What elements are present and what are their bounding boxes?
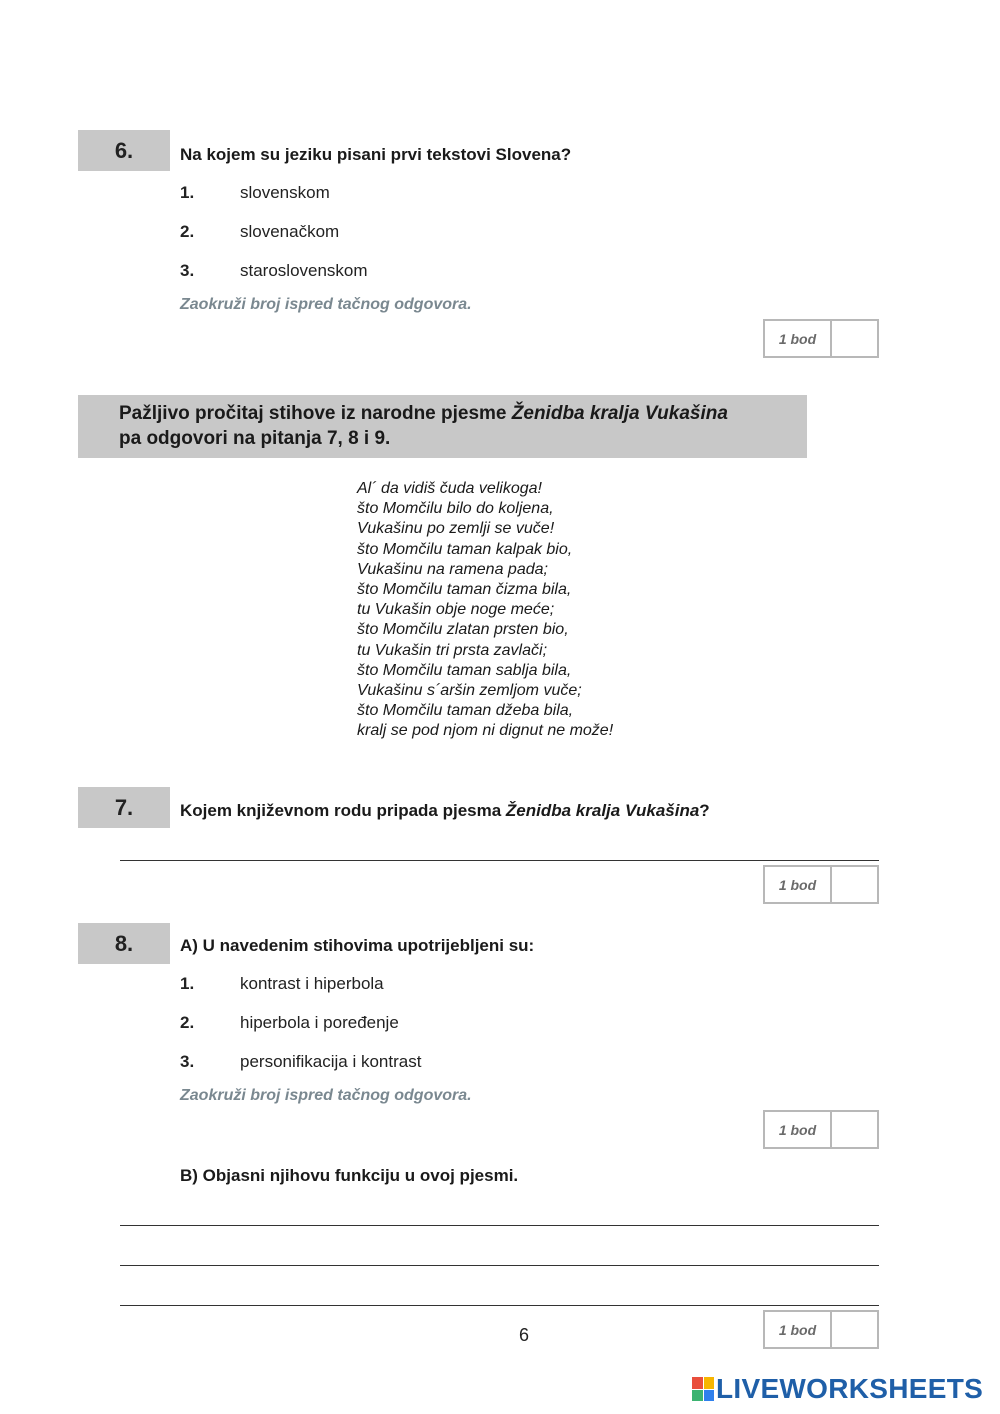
option-number: 3.: [180, 1052, 195, 1071]
banner-line-1: [119, 401, 807, 426]
poem-line: što Momčilu taman sablja bila,: [357, 661, 572, 679]
question-7-number: 7.: [78, 787, 170, 828]
poem-line: što Momčilu taman kalpak bio,: [357, 540, 573, 558]
poem-line: Al´ da vidiš čuda velikoga!: [357, 480, 542, 497]
brand-name: LIVEWORKSHEETS: [716, 1373, 984, 1404]
poem-line: kralj se pod njom ni dignut ne može!: [357, 722, 614, 740]
option-text: staroslovenskom: [240, 261, 368, 280]
option-text: slovenskom: [240, 183, 330, 202]
poem-line: Vukašinu na ramena pada;: [357, 560, 548, 578]
q8a-score-box: [763, 1110, 879, 1149]
poem-line: tu Vukašin tri prsta zavlači;: [357, 641, 548, 659]
instructions-banner: [78, 395, 807, 458]
poem-line: Vukašinu s´aršin zemljom vuče;: [357, 682, 582, 700]
q7-score-box: [763, 865, 879, 904]
score-label: 1 bod: [765, 1112, 832, 1147]
question-poem-title: Ženidba kralja Vukašina: [505, 801, 700, 820]
question-7-text: [180, 801, 710, 821]
score-label: 1 bod: [765, 321, 832, 356]
option-number: 2.: [180, 1013, 195, 1032]
banner-line-2: pa odgovori na pitanja 7, 8 i 9.: [119, 428, 391, 449]
question-8a-text: A) U navedenim stihovima upotrijebljeni su:: [180, 936, 535, 955]
q8b-answer-line-1[interactable]: [120, 1225, 879, 1226]
q6-instruction: Zaokruži broj ispred tačnog odgovora.: [180, 296, 472, 313]
liveworksheets-logo-icon: [692, 1377, 714, 1401]
liveworksheets-logo[interactable]: [692, 1373, 983, 1405]
q8b-score-box: [763, 1310, 879, 1349]
score-input-box[interactable]: [832, 1112, 877, 1147]
option-number: 2.: [180, 222, 195, 241]
poem-line: tu Vukašin obje noge meće;: [357, 601, 555, 619]
question-text: Kojem književnom rodu pripada pjesma: [180, 801, 506, 820]
score-input-box[interactable]: [832, 1312, 877, 1347]
logo-square: [692, 1390, 703, 1402]
poem-line: što Momčilu zlatan prsten bio,: [357, 621, 569, 639]
logo-square: [704, 1377, 715, 1389]
option-number: 1.: [180, 974, 195, 993]
q8b-answer-line-2[interactable]: [120, 1265, 879, 1266]
question-6-text: Na kojem su jeziku pisani prvi tekstovi Slovena?: [180, 145, 572, 164]
question-mark: ?: [699, 801, 710, 820]
question-8-number: 8.: [78, 923, 170, 964]
score-label: 1 bod: [765, 1312, 832, 1347]
question-6-number: 6.: [78, 130, 170, 171]
score-input-box[interactable]: [832, 321, 877, 356]
poem-line: Vukašinu po zemlji se vuče!: [357, 520, 555, 538]
poem-excerpt: [357, 479, 613, 742]
option-text: personifikacija i kontrast: [240, 1052, 422, 1071]
banner-text: Pažljivo pročitaj stihove iz narodne pjesme: [119, 403, 512, 424]
q8-instruction: Zaokruži broj ispred tačnog odgovora.: [180, 1087, 472, 1104]
banner-poem-title: Ženidba kralja Vukašina: [511, 403, 728, 424]
option-text: hiperbola i poređenje: [240, 1013, 399, 1032]
option-text: slovenačkom: [240, 222, 340, 241]
option-number: 1.: [180, 183, 195, 202]
q7-answer-line[interactable]: [120, 860, 879, 861]
poem-line: što Momčilu bilo do koljena,: [357, 500, 554, 518]
poem-line: što Momčilu taman džeba bila,: [357, 702, 574, 720]
page-number: 6: [518, 1325, 529, 1345]
score-input-box[interactable]: [832, 867, 877, 902]
q8b-answer-line-3[interactable]: [120, 1305, 879, 1306]
option-number: 3.: [180, 261, 195, 280]
logo-square: [692, 1377, 703, 1389]
logo-square: [704, 1390, 715, 1402]
q6-score-box: [763, 319, 879, 358]
option-text: kontrast i hiperbola: [240, 974, 384, 993]
score-label: 1 bod: [765, 867, 832, 902]
question-8b-text: B) Objasni njihovu funkciju u ovoj pjesmi.: [180, 1166, 519, 1185]
poem-line: što Momčilu taman čizma bila,: [357, 581, 572, 599]
